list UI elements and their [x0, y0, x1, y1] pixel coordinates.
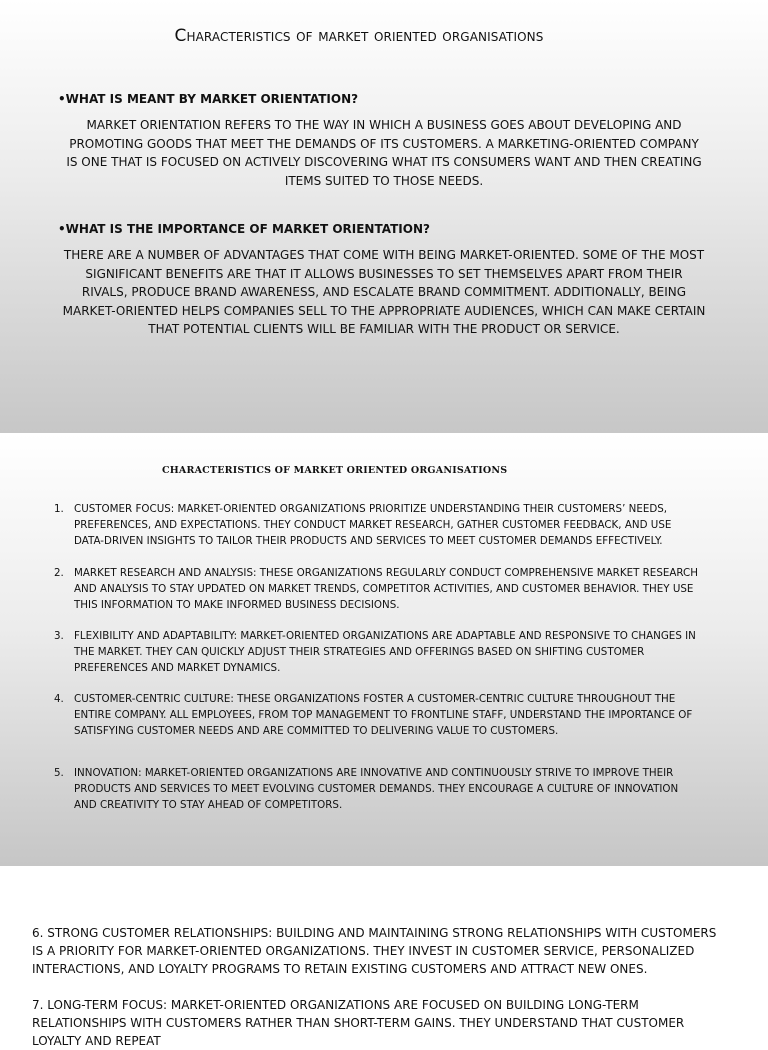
question-heading: •WHAT IS THE IMPORTANCE OF MARKET ORIENTATION?	[58, 222, 430, 236]
question-heading: •WHAT IS MEANT BY MARKET ORIENTATION?	[58, 92, 359, 106]
answer-paragraph: MARKET ORIENTATION REFERS TO THE WAY IN WHICH A BUSINESS GOES ABOUT DEVELOPING AND PROMOTING GOODS THAT MEET THE DEMANDS OF ITS CUSTOMERS. A MARKETING-ORIENTED COMPANY IS ONE THAT IS FOCUSED ON ACTIVELY DISCOVERING WHAT ITS CONSUMERS WANT AND THEN CREATING ITEMS SUITED TO THOSE NEEDS.	[66, 118, 702, 188]
list-text: MARKET RESEARCH AND ANALYSIS: THESE ORGANIZATIONS REGULARLY CONDUCT COMPREHENSIVE MARKET RESEARCH AND ANALYSIS TO STAY UPDATED ON MARKET TRENDS, COMPETITOR ACTIVITIES, AND CUSTOMER BEHAVIOR. THEY USE THIS INFORMATION TO MAKE INFORMED BUSINESS DECISIONS.	[74, 567, 698, 611]
slide-3	[0, 866, 768, 1048]
list-number: 2.	[54, 567, 64, 579]
list-number: 1.	[54, 503, 64, 515]
list-number: 3.	[54, 630, 64, 642]
list-text: CUSTOMER FOCUS: MARKET-ORIENTED ORGANIZATIONS PRIORITIZE UNDERSTANDING THEIR CUSTOMERS’ NEEDS, PREFERENCES, AND EXPECTATIONS. THEY CONDUCT MARKET RESEARCH, GATHER CUSTOMER FEEDBACK, AND USE DATA-DRIVEN INSIGHTS TO TAILOR THEIR PRODUCTS AND SERVICES TO MEET CUSTOMER DEMANDS EFFECTIVELY.	[74, 503, 672, 547]
list-text: INNOVATION: MARKET-ORIENTED ORGANIZATIONS ARE INNOVATIVE AND CONTINUOUSLY STRIVE TO IMPROVE THEIR PRODUCTS AND SERVICES TO MEET EVOLVING CUSTOMER DEMANDS. THEY ENCOURAGE A CULTURE OF INNOVATION AND CREATIVITY TO STAY AHEAD OF COMPETITORS.	[74, 767, 679, 811]
list-number: 4.	[54, 693, 64, 705]
answer-paragraph: THERE ARE A NUMBER OF ADVANTAGES THAT COME WITH BEING MARKET-ORIENTED. SOME OF THE MOST SIGNIFICANT BENEFITS ARE THAT IT ALLOWS BUSINESSES TO SET THEMSELVES APART FROM THEIR RIVALS, PRODUCE BRAND AWARENESS, AND ESCALATE BRAND COMMITMENT. ADDITIONALLY, BEING MARKET-ORIENTED HELPS COMPANIES SELL TO THE APPROPRIATE AUDIENCES, WHICH CAN MAKE CERTAIN THAT POTENTIAL CLIENTS WILL BE FAMILIAR WITH THE PRODUCT OR SERVICE.	[62, 248, 706, 336]
slide-2	[0, 433, 768, 866]
list-item: 6. STRONG CUSTOMER RELATIONSHIPS: BUILDING AND MAINTAINING STRONG RELATIONSHIPS WITH CUSTOMERS IS A PRIORITY FOR MARKET-ORIENTED ORGANIZATIONS. THEY INVEST IN CUSTOMER SERVICE, PERSONALIZED INTERACTIONS, AND LOYALTY PROGRAMS TO RETAIN EXISTING CUSTOMERS AND ATTRACT NEW ONES.	[32, 926, 717, 976]
list-text: CUSTOMER-CENTRIC CULTURE: THESE ORGANIZATIONS FOSTER A CUSTOMER-CENTRIC CULTURE THROUGHOUT THE ENTIRE COMPANY. ALL EMPLOYEES, FROM TOP MANAGEMENT TO FRONTLINE STAFF, UNDERSTAND THE IMPORTANCE OF SATISFYING CUSTOMER NEEDS AND ARE COMMITTED TO DELIVERING VALUE TO CUSTOMERS.	[74, 693, 693, 737]
list-item: 7. LONG-TERM FOCUS: MARKET-ORIENTED ORGANIZATIONS ARE FOCUSED ON BUILDING LONG-TERM RELATIONSHIPS WITH CUSTOMERS RATHER THAN SHORT-TERM GAINS. THEY UNDERSTAND THAT CUSTOMER LOYALTY AND REPEAT	[32, 998, 685, 1048]
slide-title: Characteristics of market oriented organisations	[174, 26, 544, 46]
slide-title: CHARACTERISTICS OF MARKET ORIENTED ORGANISATIONS	[162, 465, 508, 476]
slide-1	[0, 0, 768, 433]
list-number: 5.	[54, 767, 64, 779]
list-text: FLEXIBILITY AND ADAPTABILITY: MARKET-ORIENTED ORGANIZATIONS ARE ADAPTABLE AND RESPONSIVE TO CHANGES IN THE MARKET. THEY CAN QUICKLY ADJUST THEIR STRATEGIES AND OFFERINGS BASED ON SHIFTING CUSTOMER PREFERENCES AND MARKET DYNAMICS.	[74, 630, 696, 674]
